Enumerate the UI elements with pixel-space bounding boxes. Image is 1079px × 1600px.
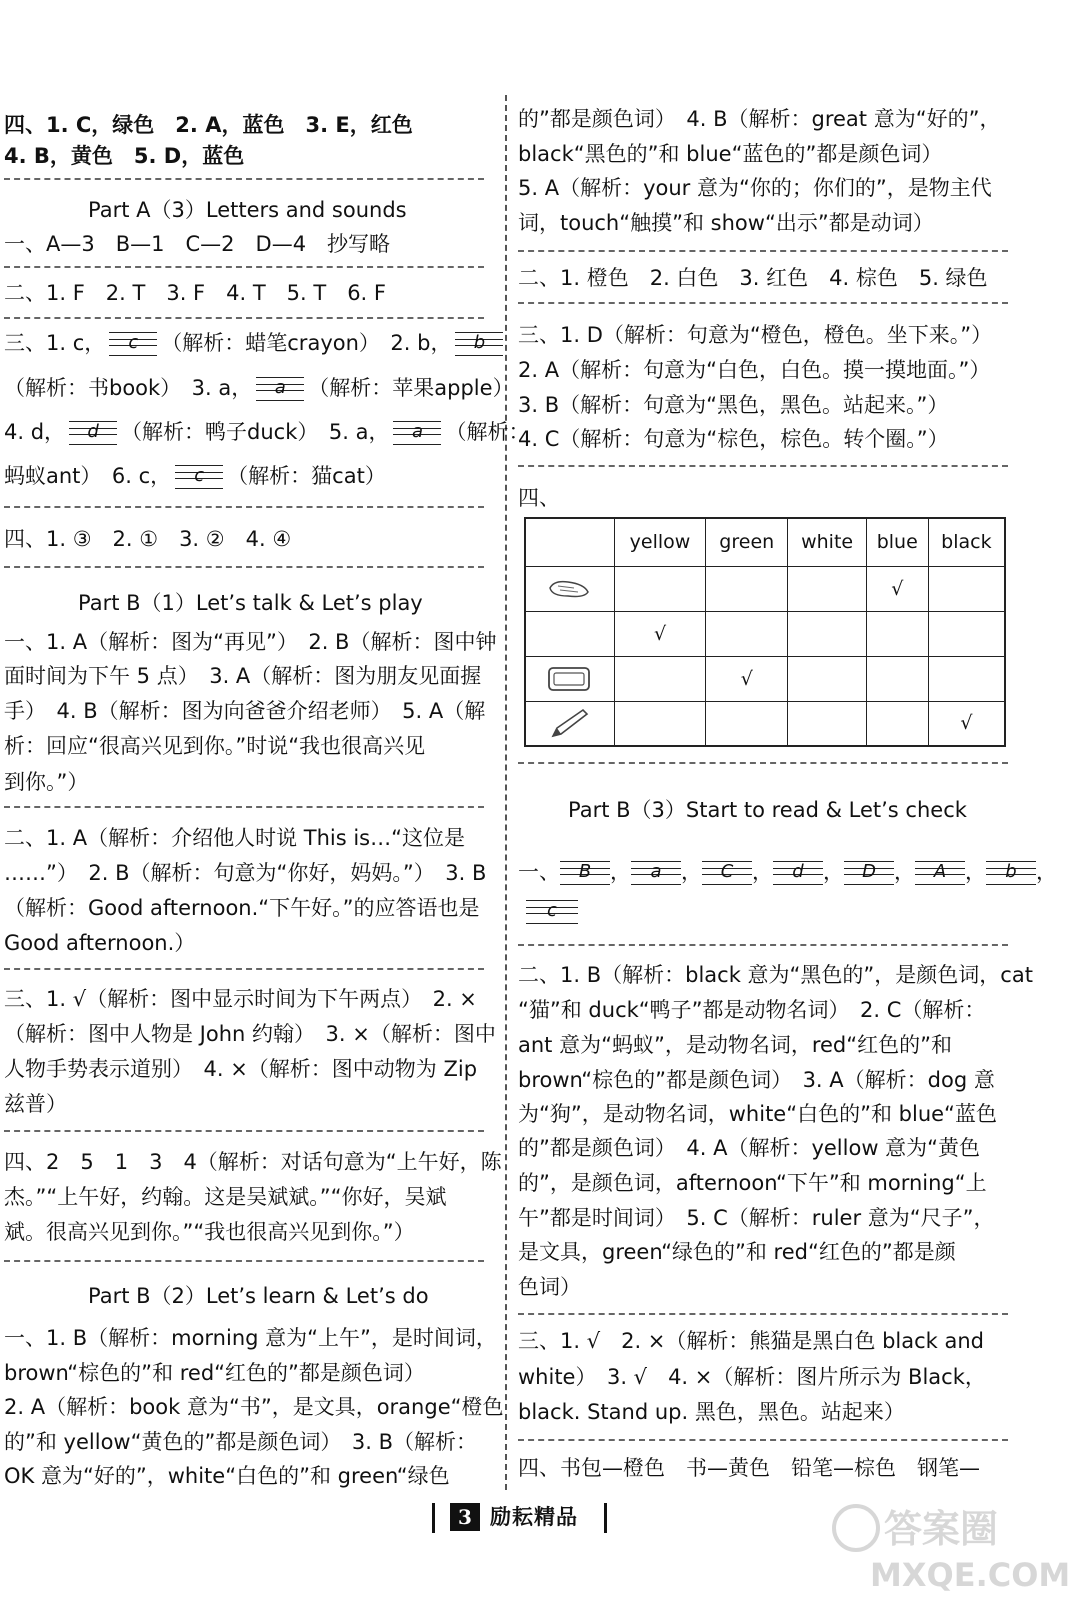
answer-line: ant 意为“蚂蚁”，是动物名词，red“红色的”和 bbox=[518, 1033, 953, 1057]
section-divider bbox=[518, 944, 1008, 946]
handwritten-letter: c bbox=[128, 332, 139, 353]
table-row bbox=[525, 656, 1005, 701]
question-label: 四、 bbox=[518, 486, 560, 510]
handwritten-letter: C bbox=[720, 861, 734, 882]
answer-line: white） 3. √ 4. ×（解析：图片所示为 Black， bbox=[518, 1365, 986, 1389]
answer-line bbox=[4, 463, 386, 489]
handwritten-letter: b bbox=[1005, 861, 1017, 882]
table-row bbox=[525, 566, 1005, 611]
table-row bbox=[525, 701, 1005, 746]
table-cell bbox=[928, 611, 1005, 656]
handwritten-letter: d bbox=[87, 421, 99, 442]
answer-text: （解析：鸭子duck） 5. a， bbox=[121, 420, 390, 444]
answer-line: 二、1. A（解析：介绍他人时说 This is…“这位是 bbox=[4, 826, 465, 850]
table-cell: √ bbox=[866, 566, 928, 611]
table-header-cell: green bbox=[706, 518, 788, 566]
svg-text:答案圈: 答案圈 bbox=[884, 1507, 999, 1551]
answer-line: 二、1. F 2. T 3. F 4. T 5. T 6. F bbox=[4, 281, 386, 305]
answer-line: 三、1. √（解析：图中显示时间为下午两点） 2. × bbox=[4, 987, 477, 1011]
answer-line: 三、1. D（解析：句意为“橙色，橙色。坐下来。”） bbox=[518, 323, 993, 347]
answer-line: 的”都是颜色词） 4. A（解析：yellow 意为“黄色 bbox=[518, 1136, 981, 1160]
answer-line: “猫”和 duck“鸭子”都是动物名词） 2. C（解析： bbox=[518, 998, 986, 1022]
answer-line bbox=[4, 375, 514, 401]
table-cell bbox=[928, 656, 1005, 701]
handwritten-letter: B bbox=[578, 861, 592, 882]
column-divider bbox=[505, 95, 507, 1490]
answer-line: 一、1. A（解析：图为“再见”） 2. B（解析：图中钟 bbox=[4, 630, 497, 654]
section-divider bbox=[4, 506, 484, 508]
answer-line: （解析：Good afternoon.“下午好。”的应答语也是 bbox=[4, 896, 480, 920]
handwritten-letter: D bbox=[862, 861, 876, 882]
table-cell bbox=[788, 566, 866, 611]
answer-line: 3. B（解析：句意为“黑色，黑色。站起来。”） bbox=[518, 393, 949, 417]
section-title: Part B（3）Start to read & Let’s check bbox=[568, 798, 967, 822]
handwriting-lines bbox=[560, 861, 610, 885]
table-cell bbox=[866, 611, 928, 656]
table-row bbox=[525, 611, 1005, 656]
answer-text: （解析：书book） 3. a， bbox=[4, 376, 253, 400]
answer-text: （解析： bbox=[445, 420, 530, 444]
section-title: Part B（1）Let’s talk & Let’s play bbox=[78, 591, 423, 615]
answer-line: 一、1. B（解析：morning 意为“上午”，是时间词， bbox=[4, 1326, 497, 1350]
table-header-row bbox=[525, 518, 1005, 566]
answer-line: 四、书包—橙色 书—黄色 铅笔—棕色 钢笔— bbox=[518, 1456, 980, 1480]
handwritten-letter: b bbox=[473, 332, 486, 353]
section-divider bbox=[4, 566, 484, 568]
table-cell bbox=[615, 701, 706, 746]
table-cell bbox=[866, 656, 928, 701]
answer-text: （解析：苹果apple） bbox=[308, 376, 514, 400]
answer-line: 斌。很高兴见到你。”“我也很高兴见到你。”） bbox=[4, 1220, 415, 1244]
handwriting-lines bbox=[256, 377, 304, 401]
table-header-cell: blue bbox=[866, 518, 928, 566]
brand-name: 励耘精品 bbox=[490, 1505, 578, 1529]
answer-line: 色词） bbox=[518, 1275, 581, 1299]
table-cell bbox=[706, 566, 788, 611]
answer-line: 4. C（解析：句意为“棕色，棕色。转个圈。”） bbox=[518, 427, 949, 451]
section-divider bbox=[4, 968, 484, 970]
handwriting-lines bbox=[455, 332, 503, 356]
handwriting-lines bbox=[986, 861, 1036, 885]
answer-line: 词，touch“触摸”和 show“出示”都是动词） bbox=[518, 211, 934, 235]
answer-line: OK 意为“好的”，white“白色的”和 green“绿色 bbox=[4, 1464, 450, 1488]
answer-line bbox=[4, 330, 507, 356]
answer-text: （解析：猫cat） bbox=[227, 464, 386, 488]
handwritten-letter: c bbox=[547, 900, 557, 921]
answer-line: （解析：图中人物是 John 约翰） 3. ×（解析：图中 bbox=[4, 1022, 496, 1046]
answer-text: （解析：蜡笔crayon） 2. b， bbox=[161, 331, 452, 355]
answer-line: 析：回应“很高兴见到你。”时说“我也很高兴见 bbox=[4, 734, 426, 758]
answer-line: black. Stand up. 黑色，黑色。站起来） bbox=[518, 1400, 905, 1424]
answer-line: 是文具，green“绿色的”和 red“红色的”都是颜 bbox=[518, 1240, 956, 1264]
answer-line: 二、1. 橙色 2. 白色 3. 红色 4. 棕色 5. 绿色 bbox=[518, 266, 988, 290]
page-number: 3 bbox=[450, 1503, 480, 1531]
answer-line: 四、1. C，绿色 2. A，蓝色 3. E，红色 bbox=[4, 113, 413, 137]
answer-line: 一、 B ， a ， C ， d ， D ， A ， b ， bbox=[518, 860, 1057, 884]
table-cell: √ bbox=[615, 611, 706, 656]
handwriting-lines bbox=[393, 421, 441, 445]
blank-picture-cell bbox=[525, 611, 615, 656]
table-header-cell: white bbox=[788, 518, 866, 566]
footer-bar bbox=[432, 1503, 435, 1533]
handwriting-lines bbox=[175, 465, 223, 489]
answer-line: 兹普） bbox=[4, 1092, 67, 1116]
answer-line: brown“棕色的”都是颜色词） 3. A（解析：dog 意 bbox=[518, 1068, 995, 1092]
answer-line: 四、1. ③ 2. ① 3. ② 4. ④ bbox=[4, 527, 292, 551]
section-divider bbox=[4, 317, 484, 319]
section-divider bbox=[4, 1260, 484, 1262]
handwritten-letter: A bbox=[933, 861, 947, 882]
handwriting-lines bbox=[773, 861, 823, 885]
svg-text:MXQE.COM: MXQE.COM bbox=[870, 1556, 1071, 1594]
table-cell: √ bbox=[928, 701, 1005, 746]
table-cell bbox=[788, 701, 866, 746]
answer-line: 的”都是颜色词） 4. B（解析：great 意为“好的”， bbox=[518, 107, 1001, 131]
section-divider bbox=[4, 266, 484, 268]
handwriting-lines bbox=[526, 900, 578, 924]
handwritten-letter: a bbox=[411, 421, 423, 442]
answer-line: black“黑色的”和 blue“蓝色的”都是颜色词） bbox=[518, 142, 943, 166]
answer-line: 的”和 yellow“黄色的”都是颜色词） 3. B（解析： bbox=[4, 1430, 477, 1454]
question-label: 一、 bbox=[518, 860, 560, 884]
handwriting-lines bbox=[915, 861, 965, 885]
handwritten-letter: a bbox=[650, 861, 662, 882]
handwritten-letter: d bbox=[792, 861, 804, 882]
answer-line: Good afternoon.） bbox=[4, 931, 196, 955]
watermark-logo bbox=[830, 1498, 1071, 1594]
answer-line: brown“棕色的”和 red“红色的”都是颜色词） bbox=[4, 1361, 425, 1385]
table-cell bbox=[788, 611, 866, 656]
section-divider bbox=[518, 1313, 1008, 1315]
section-divider bbox=[518, 302, 1008, 304]
answer-text: 三、1. c， bbox=[4, 331, 106, 355]
table-cell: √ bbox=[706, 656, 788, 701]
table-header-cell: black bbox=[928, 518, 1005, 566]
answer-line: 的”，是颜色词，afternoon“下午”和 morning“上 bbox=[518, 1171, 987, 1195]
answer-line bbox=[4, 419, 529, 445]
table-header-cell: yellow bbox=[615, 518, 706, 566]
pencil-box-icon bbox=[525, 656, 615, 701]
eraser-icon bbox=[525, 566, 615, 611]
pencil-icon bbox=[525, 701, 615, 746]
answer-line bbox=[526, 898, 578, 924]
table-cell bbox=[615, 566, 706, 611]
answer-line: 二、1. B（解析：black 意为“黑色的”，是颜色词，cat bbox=[518, 963, 1033, 987]
answer-line: 到你。”） bbox=[4, 770, 89, 794]
answer-line: 2. A（解析：book 意为“书”，是文具，orange“橙色 bbox=[4, 1395, 504, 1419]
handwriting-lines bbox=[844, 861, 894, 885]
section-divider bbox=[4, 178, 484, 180]
answer-line: 人物手势表示道别） 4. ×（解析：图中动物为 Zip bbox=[4, 1057, 478, 1081]
table-cell bbox=[615, 656, 706, 701]
answer-line: 四、2 5 1 3 4（解析：对话句意为“上午好，陈 bbox=[4, 1150, 502, 1174]
footer-bar bbox=[604, 1503, 607, 1533]
answer-line: 手） 4. B（解析：图为向爸爸介绍老师） 5. A（解 bbox=[4, 699, 486, 723]
answer-line: 杰。”“上午好，约翰。这是吴斌斌。”“你好，吴斌 bbox=[4, 1185, 447, 1209]
answer-text: 蚂蚁ant） 6. c， bbox=[4, 464, 172, 488]
answer-line: 5. A（解析：your 意为“你的；你们的”，是物主代 bbox=[518, 176, 992, 200]
answer-line: 一、A—3 B—1 C—2 D—4 抄写略 bbox=[4, 232, 391, 256]
table-cell bbox=[788, 656, 866, 701]
answer-line: 4. B，黄色 5. D，蓝色 bbox=[4, 144, 245, 168]
answer-line: 为“狗”，是动物名词，white“白色的”和 blue“蓝色 bbox=[518, 1102, 997, 1126]
section-title: Part A（3）Letters and sounds bbox=[88, 198, 407, 222]
section-divider bbox=[518, 1439, 1008, 1441]
handwriting-lines bbox=[69, 421, 117, 445]
section-divider bbox=[518, 250, 1008, 252]
table-cell bbox=[706, 611, 788, 656]
handwritten-letter: c bbox=[194, 465, 205, 486]
section-divider bbox=[518, 762, 1008, 764]
handwriting-lines bbox=[702, 861, 752, 885]
answer-line: ……”） 2. B（解析：句意为“你好，妈妈。”） 3. B bbox=[4, 861, 487, 885]
answer-line: 面时间为下午 5 点） 3. A（解析：图为朋友见面握 bbox=[4, 664, 482, 688]
color-check-table bbox=[524, 517, 1006, 747]
answer-line: 三、1. √ 2. ×（解析：熊猫是黑白色 black and bbox=[518, 1329, 984, 1353]
table-cell bbox=[866, 701, 928, 746]
section-title: Part B（2）Let’s learn & Let’s do bbox=[88, 1284, 429, 1308]
answer-text: 4. d， bbox=[4, 420, 66, 444]
table-header-cell bbox=[525, 518, 615, 566]
handwritten-letter: a bbox=[274, 377, 286, 398]
handwriting-lines bbox=[631, 861, 681, 885]
answer-line: 午”都是时间词） 5. C（解析：ruler 意为“尺子”， bbox=[518, 1206, 995, 1230]
section-divider bbox=[4, 1130, 484, 1132]
handwriting-lines bbox=[109, 332, 157, 356]
section-divider bbox=[518, 465, 1008, 467]
answer-line: 2. A（解析：句意为“白色，白色。摸一摸地面。”） bbox=[518, 358, 991, 382]
table-cell bbox=[928, 566, 1005, 611]
section-divider bbox=[4, 806, 484, 808]
table-cell bbox=[706, 701, 788, 746]
